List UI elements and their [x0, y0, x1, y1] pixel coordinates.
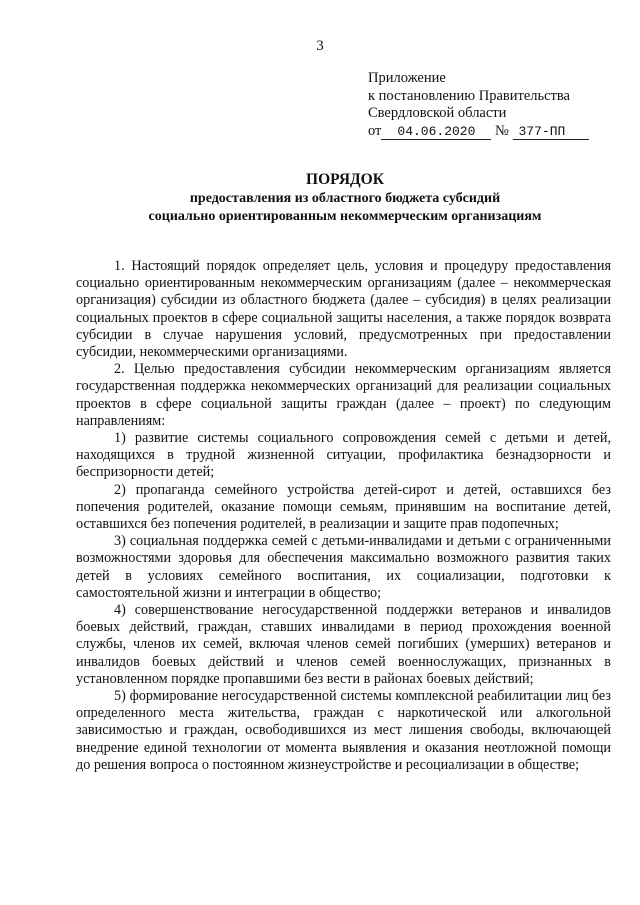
approval-block	[368, 70, 618, 140]
document-heading	[76, 170, 614, 226]
document-subtitle-line-1: предоставления из областного бюджета субсидий	[189, 191, 501, 206]
date-prefix: от	[368, 122, 382, 139]
number-prefix: №	[495, 122, 509, 139]
approval-annex-label: Приложение	[368, 70, 446, 86]
list-item-3: 3) социальная поддержка семей с детьми-инвалидами и детьми с ограниченными возможностями здоровья для обеспечения максимально возможного развития таких детей в условиях семейного воспитания, их социализации, подготовки к самостоятельной жизни и интеграции в общество;	[76, 533, 611, 601]
decree-number: 377-ПП	[513, 124, 589, 140]
paragraph-1: 1. Настоящий порядок определяет цель, условия и процедуру предоставления социально ориентированным некоммерческим организациям (далее – некоммерческая организация) субсидии из областного бюджета (далее – субсидия) в целях реализации социальных проектов в сфере социальной защиты населения, а также порядок возврата субсидии в случае нарушения условий, предусмотренных при предоставлении субсидии, некоммерческими организациями.	[76, 258, 611, 361]
approval-region-label: Свердловской области	[368, 105, 507, 121]
decree-date: 04.06.2020	[381, 124, 491, 140]
document-subtitle-line-2: социально ориентированным некоммерческим организациям	[148, 209, 542, 224]
list-item-1: 1) развитие системы социального сопровождения семей с детьми и детей, находящихся в трудной жизненной ситуации, профилактика безнадзорности и беспризорности детей;	[76, 430, 611, 481]
paragraph-2: 2. Целью предоставления субсидии некоммерческим организациям является государственная поддержка некоммерческих организаций для реализации социальных проектов в сфере социальной защиты граждан (далее – проект) по следующим направлениям:	[76, 361, 611, 429]
document-body	[76, 258, 611, 774]
page-number: 3	[316, 38, 324, 54]
list-item-5: 5) формирование негосударственной системы комплексной реабилитации лиц без определенного места жительства, граждан с наркотической или алкогольной зависимостью и граждан, освободившихся из мест лишения свободы, включающей внедрение единой технологии от момента выявления и оказания неотложной помощи до решения вопроса о постоянном жизнеустройстве и ресоциализации в обществе;	[76, 688, 611, 773]
approval-decree-label: к постановлению Правительства	[368, 87, 570, 104]
document-title: ПОРЯДОК	[306, 171, 384, 188]
list-item-2: 2) пропаганда семейного устройства детей-сирот и детей, оставшихся без попечения родителей, оказание помощи семьям, принявшим на воспитание детей, оставшихся без попечения родителей, в реализации и защите прав подопечных;	[76, 481, 611, 533]
approval-reference-line	[368, 123, 618, 141]
list-item-4: 4) совершенствование негосударственной поддержки ветеранов и инвалидов боевых действий, граждан, ставших инвалидами в период прохождения военной службы, членов их семей, включая членов семей погибших (умерших) ветеранов и инвалидов боевых действий и членов семей военнослужащих, признанных в установленном порядке пропавшими без вести в районах боевых действий;	[76, 602, 611, 687]
